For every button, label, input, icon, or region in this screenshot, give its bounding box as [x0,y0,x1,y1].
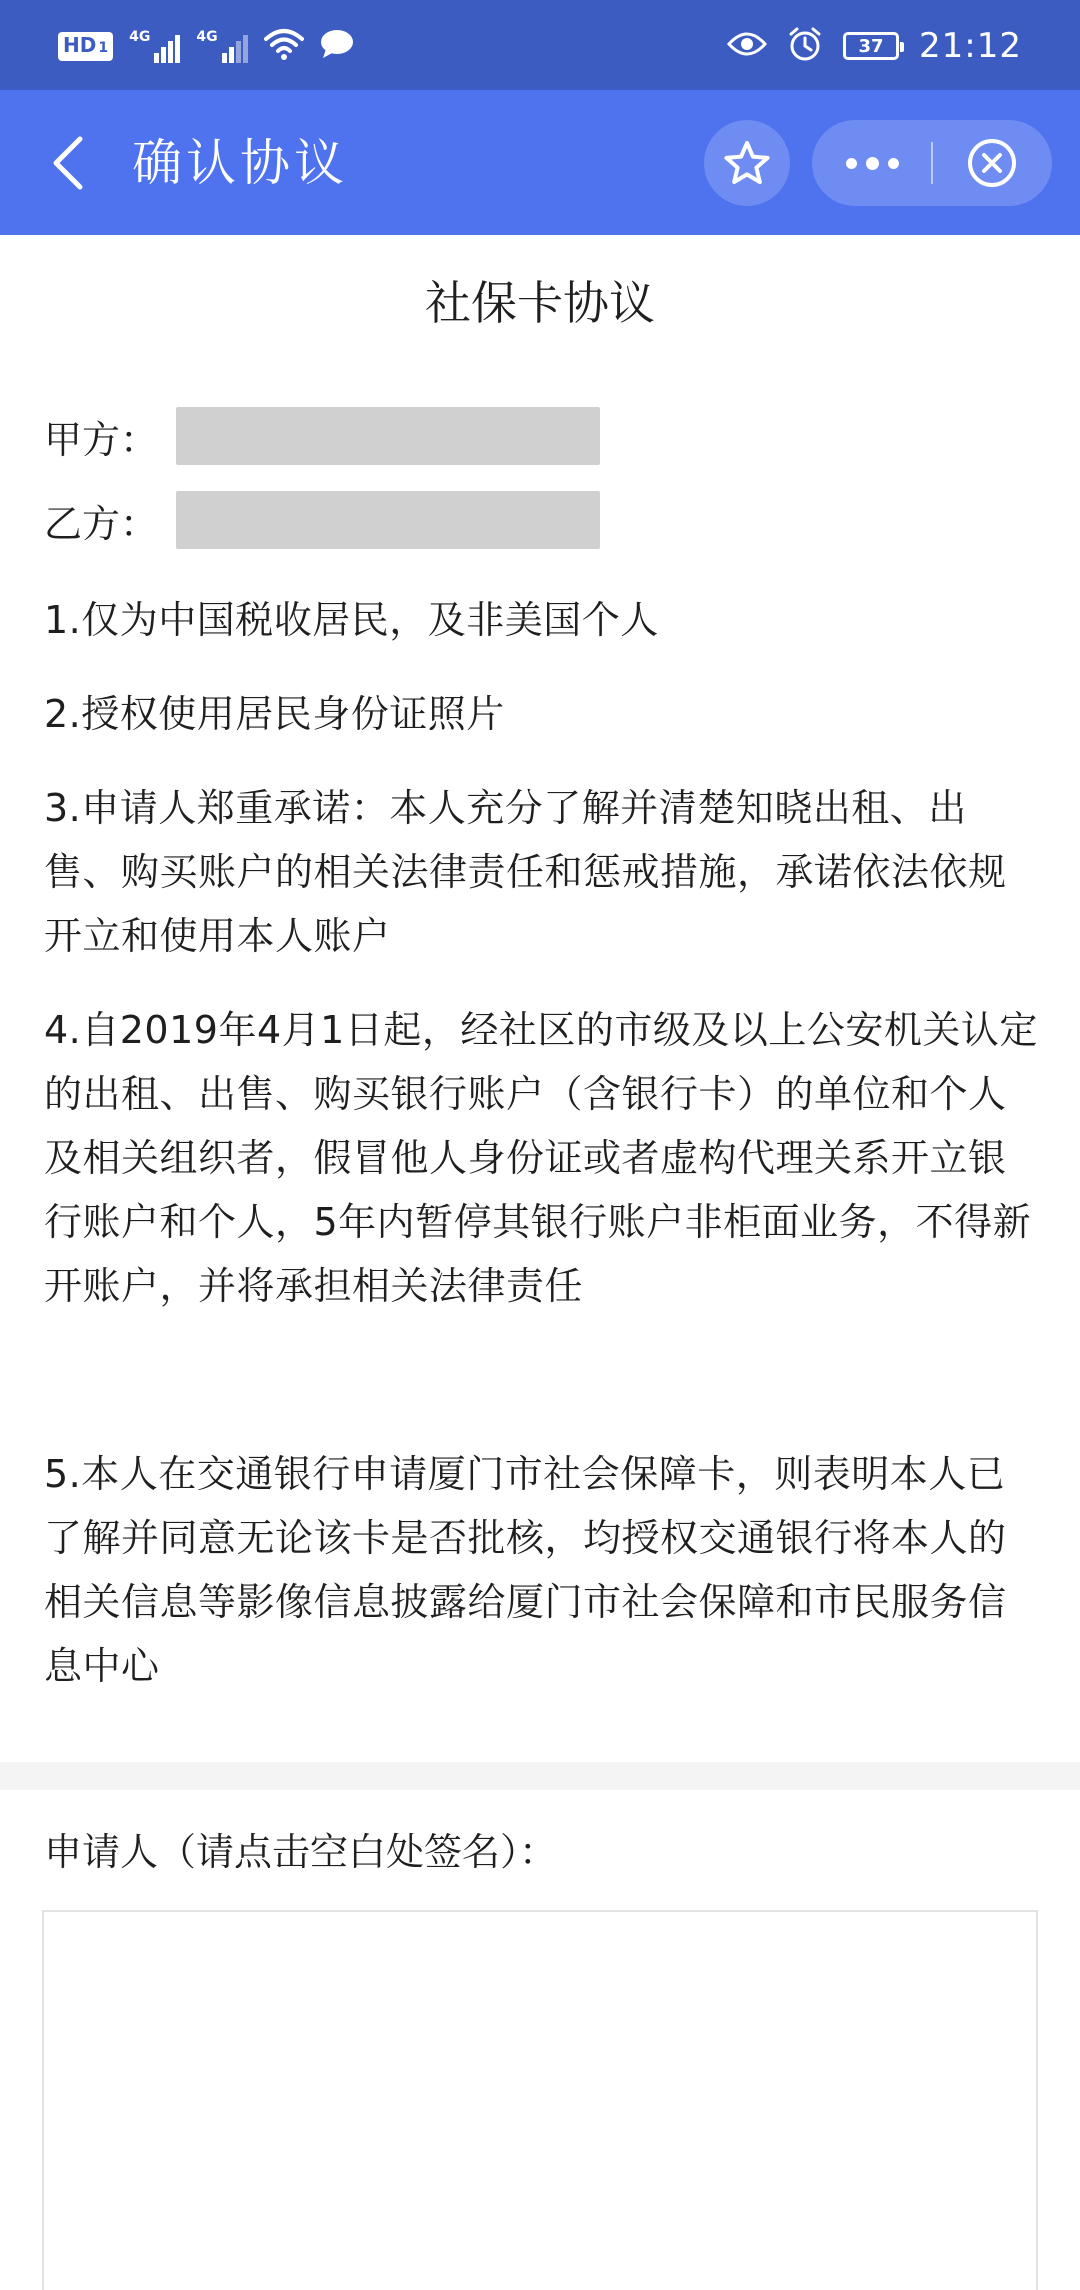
party-a-row [44,406,600,466]
clause-2: 2.授权使用居民身份证照片 [44,692,505,736]
signal-icon-2 [196,29,247,63]
clause-1: 1.仅为中国税收居民，及非美国个人 [44,598,659,642]
party-a-redacted [176,407,600,465]
favorite-button[interactable] [704,120,790,206]
close-button[interactable] [932,120,1052,206]
section-divider [0,1762,1080,1790]
clause-4: 4.自2019年4月1日起，经社区的市级及以上公安机关认定的出租、出售、购买银行账户（含银行卡）的单位和个人及相关组织者，假冒他人身份证或者虚构代理关系开立银行账户和个人，5年内暂停其银行账户非柜面业务，不得新开账户，并将承担相关法律责任 [44,1008,1038,1308]
signature-label: 申请人（请点击空白处签名）： [44,1830,558,1874]
agreement-title: 社保卡协议 [425,276,655,330]
nav-bar [0,90,1080,235]
mini-program-capsule [812,120,1052,206]
message-icon [320,29,354,63]
battery-icon: 37 [843,32,899,60]
alarm-icon [787,26,823,66]
party-b-label: 乙方： [44,501,159,546]
chevron-left-icon [50,135,86,191]
back-button[interactable] [38,128,98,198]
signature-pad[interactable] [42,1910,1038,2290]
status-left [58,24,354,68]
clock: 21:12 [919,26,1022,66]
party-b-redacted [176,491,600,549]
eye-icon [727,30,767,62]
net2-label: 4G [196,29,218,45]
hd-badge: HD 1 [58,32,113,61]
more-button[interactable] [812,120,932,206]
signal-icon [129,29,180,63]
status-bar [0,0,1080,90]
star-icon [723,139,771,187]
net1-label: 4G [129,29,151,45]
wifi-icon [264,27,304,65]
close-circle-icon [966,137,1018,189]
clause-3: 3.申请人郑重承诺：本人充分了解并清楚知晓出租、出售、购买账户的相关法律责任和惩戒措施，承诺依法依规开立和使用本人账户 [44,786,1007,958]
page-title: 确认协议 [132,134,348,192]
clause-5: 5.本人在交通银行申请厦门市社会保障卡，则表明本人已了解并同意无论该卡是否批核，均授权交通银行将本人的相关信息等影像信息披露给厦门市社会保障和市民服务信息中心 [44,1452,1007,1688]
status-right [727,22,1022,70]
party-a-label: 甲方： [44,417,159,462]
party-b-row [44,490,600,550]
